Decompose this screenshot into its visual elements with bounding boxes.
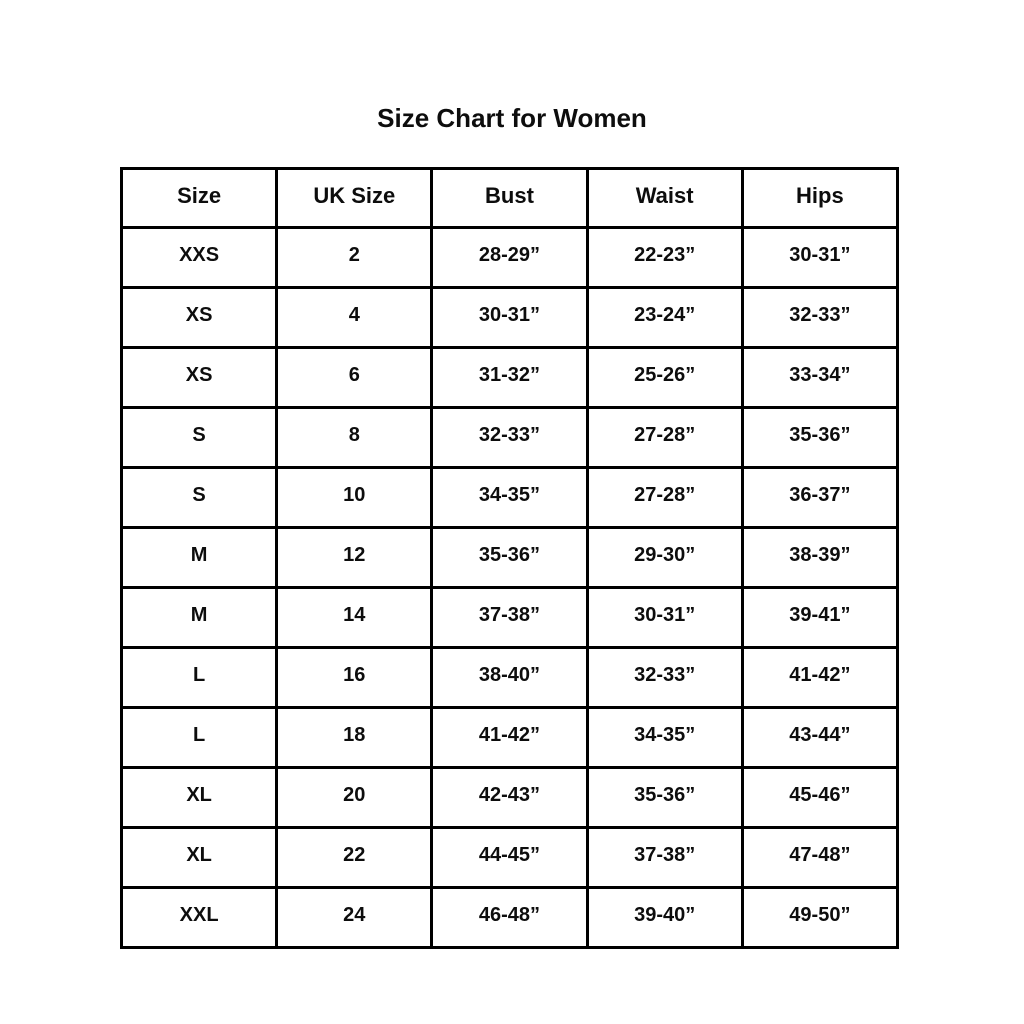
- table-row: [122, 288, 898, 348]
- table-cell: 18: [277, 708, 432, 768]
- table-row: [122, 828, 898, 888]
- header-row: [122, 169, 898, 228]
- table-row: [122, 228, 898, 288]
- table-cell: 32-33”: [587, 648, 742, 708]
- page-title: Size Chart for Women: [377, 103, 647, 133]
- table-row: [122, 768, 898, 828]
- table-body: [122, 228, 898, 948]
- table-row: [122, 408, 898, 468]
- table-cell: 43-44”: [742, 708, 897, 768]
- table-cell: M: [122, 528, 277, 588]
- table-row: [122, 708, 898, 768]
- table-cell: 32-33”: [432, 408, 587, 468]
- table-cell: 20: [277, 768, 432, 828]
- column-header-waist: Waist: [587, 169, 742, 228]
- column-header-hips: Hips: [742, 169, 897, 228]
- table-cell: 36-37”: [742, 468, 897, 528]
- table-row: [122, 348, 898, 408]
- table-cell: 8: [277, 408, 432, 468]
- table-cell: 34-35”: [432, 468, 587, 528]
- table-row: [122, 468, 898, 528]
- table-cell: 34-35”: [587, 708, 742, 768]
- column-header-uk-size: UK Size: [277, 169, 432, 228]
- table-cell: S: [122, 468, 277, 528]
- table-cell: 27-28”: [587, 468, 742, 528]
- table-cell: 47-48”: [742, 828, 897, 888]
- table-cell: 45-46”: [742, 768, 897, 828]
- table-row: [122, 648, 898, 708]
- table-row: [122, 588, 898, 648]
- size-chart-table: [120, 167, 899, 949]
- table-cell: 33-34”: [742, 348, 897, 408]
- table-cell: 49-50”: [742, 888, 897, 948]
- table-cell: S: [122, 408, 277, 468]
- table-cell: 38-40”: [432, 648, 587, 708]
- table-cell: 46-48”: [432, 888, 587, 948]
- table-cell: 31-32”: [432, 348, 587, 408]
- table-header: [122, 169, 898, 228]
- table-cell: 38-39”: [742, 528, 897, 588]
- table-cell: 30-31”: [587, 588, 742, 648]
- table-cell: L: [122, 648, 277, 708]
- table-cell: 35-36”: [742, 408, 897, 468]
- table-cell: XL: [122, 768, 277, 828]
- table-cell: 30-31”: [432, 288, 587, 348]
- table-cell: 39-41”: [742, 588, 897, 648]
- table-cell: 10: [277, 468, 432, 528]
- table-cell: 14: [277, 588, 432, 648]
- table-row: [122, 888, 898, 948]
- table-cell: 2: [277, 228, 432, 288]
- table-cell: M: [122, 588, 277, 648]
- table-cell: 30-31”: [742, 228, 897, 288]
- table-cell: L: [122, 708, 277, 768]
- table-cell: 39-40”: [587, 888, 742, 948]
- table-cell: 35-36”: [432, 528, 587, 588]
- table-cell: 27-28”: [587, 408, 742, 468]
- table-row: [122, 528, 898, 588]
- table-cell: 25-26”: [587, 348, 742, 408]
- table-cell: 41-42”: [742, 648, 897, 708]
- table-cell: XXS: [122, 228, 277, 288]
- table-cell: 29-30”: [587, 528, 742, 588]
- table-cell: 4: [277, 288, 432, 348]
- table-cell: XL: [122, 828, 277, 888]
- table-cell: 41-42”: [432, 708, 587, 768]
- table-cell: 32-33”: [742, 288, 897, 348]
- table-cell: 22-23”: [587, 228, 742, 288]
- table-cell: 24: [277, 888, 432, 948]
- table-cell: 37-38”: [432, 588, 587, 648]
- table-cell: 42-43”: [432, 768, 587, 828]
- table-cell: 22: [277, 828, 432, 888]
- column-header-size: Size: [122, 169, 277, 228]
- table-cell: XS: [122, 348, 277, 408]
- table-cell: 16: [277, 648, 432, 708]
- table-cell: 23-24”: [587, 288, 742, 348]
- table-cell: 6: [277, 348, 432, 408]
- table-cell: 12: [277, 528, 432, 588]
- column-header-bust: Bust: [432, 169, 587, 228]
- table-cell: 44-45”: [432, 828, 587, 888]
- table-cell: 35-36”: [587, 768, 742, 828]
- table-cell: XXL: [122, 888, 277, 948]
- table-cell: XS: [122, 288, 277, 348]
- table-cell: 37-38”: [587, 828, 742, 888]
- table-cell: 28-29”: [432, 228, 587, 288]
